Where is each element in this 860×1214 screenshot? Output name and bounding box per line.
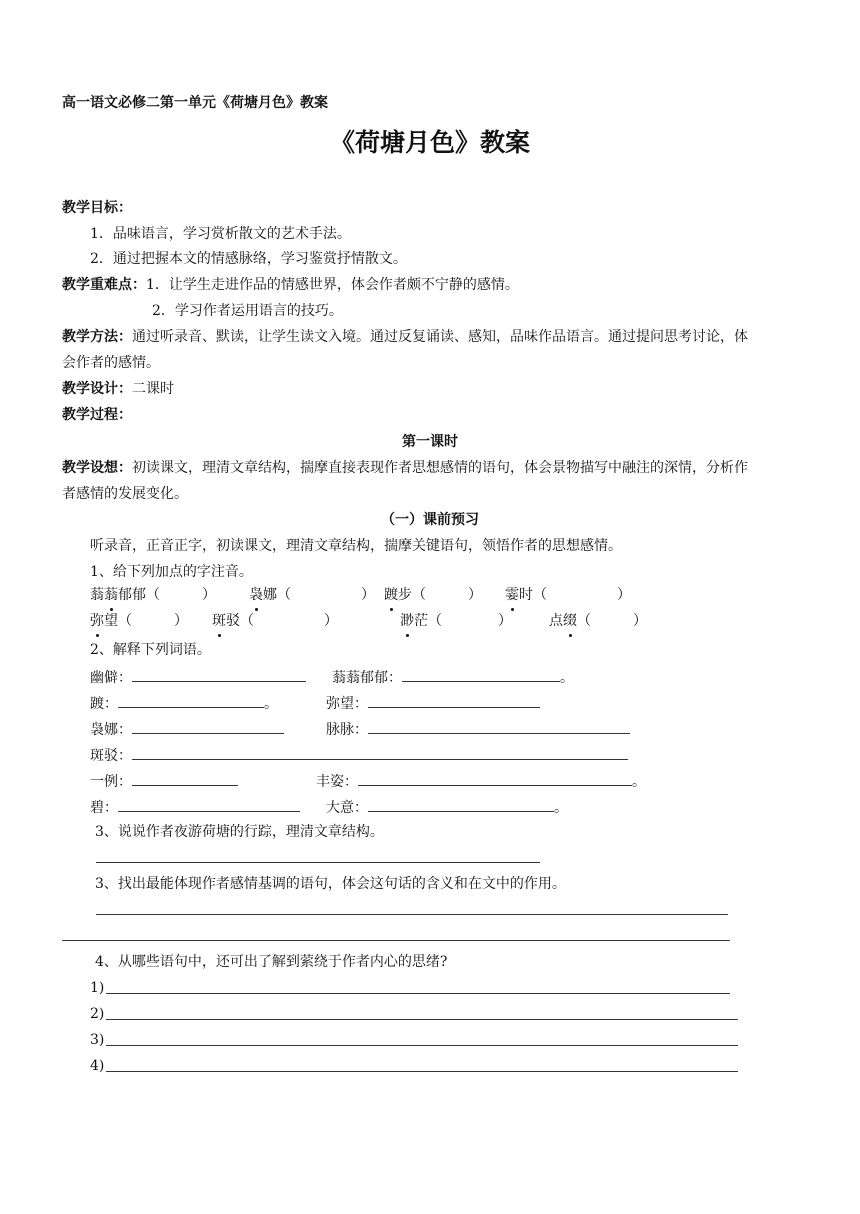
vocab-item: 踱： 。 (90, 693, 278, 713)
dotted-chars: 斑 (212, 613, 226, 629)
answer-blank[interactable] (368, 797, 554, 812)
pinyin-item: 霎时（ ） (505, 587, 631, 603)
answer-paren: （ ） (428, 613, 512, 629)
lesson-idea-line-2: 者感情的发展变化。 (62, 486, 188, 502)
pinyin-item: 渺茫（ ） (400, 613, 512, 629)
answer-blank[interactable] (368, 693, 540, 708)
vocab-item: 幽僻： (90, 667, 306, 687)
section-intro: 听录音，正音正字，初读课文，理清文章结构，揣摩关键语句，领悟作者的思想感情。 (90, 538, 622, 554)
answer-blank[interactable] (368, 719, 630, 734)
answer-line[interactable] (106, 993, 730, 994)
answer-line[interactable] (62, 940, 730, 941)
answer-line[interactable] (106, 1071, 738, 1072)
answer-paren: （ ） (240, 613, 338, 629)
difficulty-item-1: 1．让学生走进作品的情感世界，体会作者颇不宁静的感情。 (146, 277, 519, 293)
answer-blank[interactable] (118, 693, 264, 708)
answer-paren: （ ） (118, 613, 188, 629)
lesson-idea-row (62, 459, 748, 477)
document-header: 高一语文必修二第一单元《荷塘月色》教案 (62, 95, 328, 111)
answer-row (90, 1057, 104, 1075)
difficulty-item-2: 2．学习作者运用语言的技巧。 (152, 303, 343, 319)
lesson-idea-label: 教学设想： (62, 460, 132, 476)
answer-blank[interactable] (132, 771, 238, 786)
question-3: 3、说说作者夜游荷塘的行踪，理清文章结构。 (95, 824, 384, 840)
goal-item-1: 1．品味语言，学习赏析散文的艺术手法。 (90, 226, 351, 242)
answer-blank[interactable] (118, 797, 300, 812)
answer-number: 3) (90, 1032, 105, 1048)
lesson-heading: 第一课时 (402, 434, 458, 450)
design-row (62, 380, 174, 398)
dotted-chars: 袅 (249, 587, 263, 603)
answer-line[interactable] (106, 1045, 738, 1046)
goal-item-2: 2．通过把握本文的情感脉络，学习鉴赏抒情散文。 (90, 251, 407, 267)
answer-row (90, 1005, 104, 1023)
difficulty-label: 教学重难点： (62, 277, 146, 293)
question-2: 2、解释下列词语。 (90, 642, 211, 658)
vocab-item: 弥望： (326, 693, 540, 713)
answer-paren: （ ） (533, 587, 631, 603)
answer-number: 2) (90, 1006, 105, 1022)
answer-line[interactable] (96, 862, 540, 863)
answer-paren: （ ） (146, 587, 216, 603)
answer-number: 1) (90, 980, 105, 996)
pinyin-item: 踱步（ ） (384, 587, 482, 603)
answer-blank[interactable] (132, 745, 628, 760)
answer-paren: （ ） (277, 587, 375, 603)
pinyin-item: 点缀（ ） (549, 613, 647, 629)
pinyin-item: 袅娜（ ） (249, 587, 375, 603)
dotted-chars: 弥 (90, 613, 104, 629)
design-text: 二课时 (132, 381, 174, 397)
dotted-chars: 霎 (505, 587, 519, 603)
dotted-chars: 踱 (384, 587, 398, 603)
method-line-1: 通过听录音、默读，让学生读文入境。通过反复诵读、感知，品味作品语言。通过提问思考讨论，体 (132, 329, 748, 345)
vocab-item: 脉脉： (326, 719, 630, 739)
answer-line[interactable] (106, 1019, 738, 1020)
process-label: 教学过程： (62, 407, 132, 423)
dotted-chars: 蓊蓊郁 (90, 587, 132, 603)
vocab-item: 大意： 。 (326, 797, 568, 817)
pinyin-item: 蓊蓊郁郁（ ） (90, 587, 216, 603)
vocab-item: 丰姿： 。 (316, 771, 646, 791)
answer-row (90, 1031, 104, 1049)
answer-paren: （ ） (577, 613, 647, 629)
goals-label: 教学目标： (62, 200, 132, 216)
dotted-chars: 渺 (400, 613, 414, 629)
dotted-chars: 缀 (563, 613, 577, 629)
vocab-item: 斑驳： (90, 745, 628, 765)
vocab-item: 蓊蓊郁郁： 。 (332, 667, 574, 687)
difficulty-row (62, 276, 519, 294)
answer-blank[interactable] (132, 667, 306, 682)
question-4: 4、从哪些语句中，还可出了解到萦绕于作者内心的思绪? (95, 954, 448, 970)
pinyin-item: 弥望（ ） (90, 613, 188, 629)
vocab-item: 一例： (90, 771, 238, 791)
vocab-item: 碧： (90, 797, 300, 817)
method-line-2: 会作者的感情。 (62, 355, 160, 371)
answer-number: 4) (90, 1058, 105, 1074)
question-3b: 3、找出最能体现作者感情基调的语句，体会这句话的含义和在文中的作用。 (95, 876, 566, 892)
question-1: 1、给下列加点的字注音。 (90, 564, 253, 580)
vocab-item: 袅娜： (90, 719, 284, 739)
answer-paren: （ ） (412, 587, 482, 603)
method-row (62, 328, 748, 346)
section-heading: （一）课前预习 (381, 512, 479, 528)
answer-blank[interactable] (132, 719, 284, 734)
method-label: 教学方法： (62, 329, 132, 345)
answer-blank[interactable] (358, 771, 632, 786)
pinyin-item: 斑驳（ ） (212, 613, 338, 629)
answer-row (90, 979, 104, 997)
lesson-idea-line-1: 初读课文，理清文章结构，揣摩直接表现作者思想感情的语句，体会景物描写中融注的深情，分析作 (132, 460, 748, 476)
answer-blank[interactable] (402, 667, 560, 682)
document-title: 《荷塘月色》教案 (329, 128, 530, 157)
design-label: 教学设计： (62, 381, 132, 397)
answer-line[interactable] (96, 914, 728, 915)
